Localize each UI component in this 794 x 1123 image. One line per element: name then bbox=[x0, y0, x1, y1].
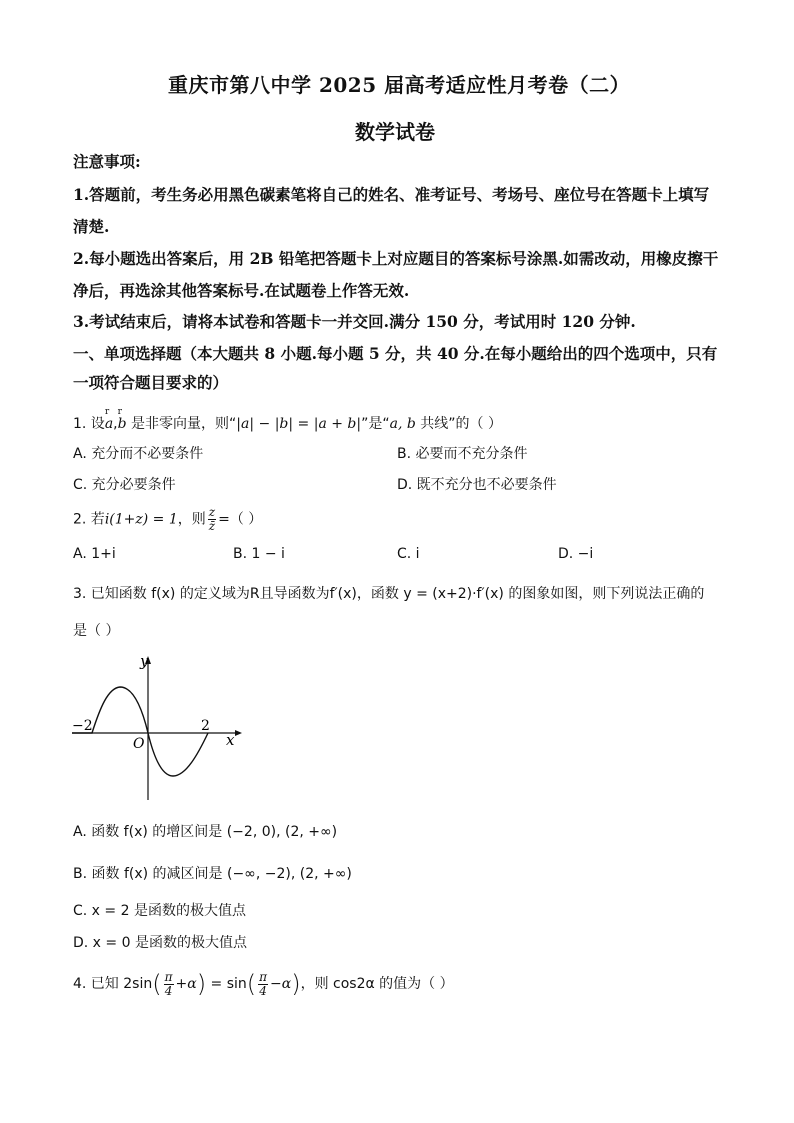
y-axis-label: y bbox=[140, 652, 149, 670]
q2-fraction: $\frac{z}{z̄}$ bbox=[208, 505, 216, 533]
note-1-line-1: 1.答题前，考生务必用黑色碳素笔将自己的姓名、准考证号、考场号、座位号在答题卡上填写 bbox=[73, 185, 710, 204]
q4-left-paren-1: ( bbox=[152, 970, 162, 998]
note-1-line-2: 清楚. bbox=[73, 217, 110, 236]
question-2-stem bbox=[73, 506, 262, 533]
tick-label-2: 2 bbox=[201, 718, 210, 734]
x-axis-arrow bbox=[235, 730, 242, 736]
vector-a: a r bbox=[104, 407, 114, 432]
q2-option-d: D. −i bbox=[558, 546, 594, 562]
q4-left-paren-2: ( bbox=[246, 970, 257, 998]
exam-title: 重庆市第八中学 2025 届高考适应性月考卷（二） bbox=[168, 73, 631, 97]
q1-condition-2: a, b bbox=[389, 416, 416, 432]
q3-option-c: C. x = 2 是函数的极大值点 bbox=[73, 903, 246, 919]
q3-function-graph bbox=[70, 650, 245, 805]
q2-option-a: A. 1+i bbox=[73, 546, 116, 562]
section-1-heading-line-2: 一项符合题目要求的） bbox=[73, 373, 229, 392]
q1-option-d: D. 既不充分也不必要条件 bbox=[397, 477, 557, 493]
q2-mid: ，则 bbox=[177, 511, 206, 528]
q1-mid: 是非零向量，则“ bbox=[126, 416, 237, 432]
exam-subtitle: 数学试卷 bbox=[355, 120, 435, 144]
q4-minus-alpha: −α bbox=[270, 976, 292, 992]
q2-option-c: C. i bbox=[397, 546, 420, 562]
q1-option-c: C. 充分必要条件 bbox=[73, 477, 176, 493]
q1-suffix: 共线”的（ ） bbox=[415, 416, 502, 432]
note-2-line-1: 2.每小题选出答案后，用 2B 铅笔把答题卡上对应题目的答案标号涂黑.如需改动，用橡皮擦干 bbox=[73, 249, 719, 268]
origin-label: O bbox=[133, 736, 145, 752]
q4-prefix: 4. 已知 2sin bbox=[73, 976, 153, 992]
q2-prefix: 2. 若 bbox=[73, 511, 105, 528]
q4-fraction-1: $\frac{\pi}{4}$ bbox=[164, 969, 173, 998]
vector-b: b r bbox=[117, 407, 127, 432]
q2-option-b: B. 1 − i bbox=[233, 546, 285, 562]
q2-suffix: =（ ） bbox=[218, 511, 263, 528]
q1-prefix: 1. 设 bbox=[73, 416, 105, 432]
section-1-heading-line-1: 一、单项选择题（本大题共 8 小题.每小题 5 分，共 40 分.在每小题给出的四个选项中，只有 bbox=[73, 344, 718, 363]
q1-mid2: ”是“ bbox=[361, 416, 390, 432]
q1-option-b: B. 必要而不充分条件 bbox=[397, 446, 528, 462]
tick-label-neg-2: −2 bbox=[72, 718, 93, 734]
q1-comma: , bbox=[113, 416, 118, 432]
question-3-stem-line-1: 3. 已知函数 f(x) 的定义域为R且导函数为f′(x)，函数 y = (x+2)·f′(x) 的图象如图，则下列说法正确的 bbox=[73, 586, 705, 602]
q3-option-d: D. x = 0 是函数的极大值点 bbox=[73, 935, 247, 951]
q1-condition: |a| − |b| = |a + b| bbox=[236, 416, 362, 432]
notes-heading: 注意事项: bbox=[73, 152, 141, 171]
question-3-stem-line-2: 是（ ） bbox=[73, 623, 120, 639]
x-axis-label: x bbox=[226, 731, 235, 749]
q4-right-paren-1: ) bbox=[196, 970, 207, 998]
question-4-stem bbox=[73, 970, 454, 998]
note-2-line-2: 净后，再选涂其他答案标号.在试题卷上作答无效. bbox=[73, 281, 410, 300]
q4-eq: = sin bbox=[206, 976, 247, 992]
q2-equation: i(1+z) = 1 bbox=[104, 511, 178, 528]
q4-suffix: ，则 cos2α 的值为（ ） bbox=[300, 976, 454, 992]
q1-option-a: A. 充分而不必要条件 bbox=[73, 446, 204, 462]
q3-option-a: A. 函数 f(x) 的增区间是 (−2, 0), (2, +∞) bbox=[73, 824, 338, 840]
question-1-stem bbox=[73, 407, 502, 433]
q4-plus-alpha: +α bbox=[175, 976, 197, 992]
q4-fraction-2: $\frac{\pi}{4}$ bbox=[259, 969, 268, 998]
q3-option-b: B. 函数 f(x) 的减区间是 (−∞, −2), (2, +∞) bbox=[73, 866, 352, 882]
note-3: 3.考试结束后，请将本试卷和答题卡一并交回.满分 150 分，考试用时 120 分钟. bbox=[73, 312, 636, 331]
q4-right-paren-2: ) bbox=[291, 970, 301, 998]
